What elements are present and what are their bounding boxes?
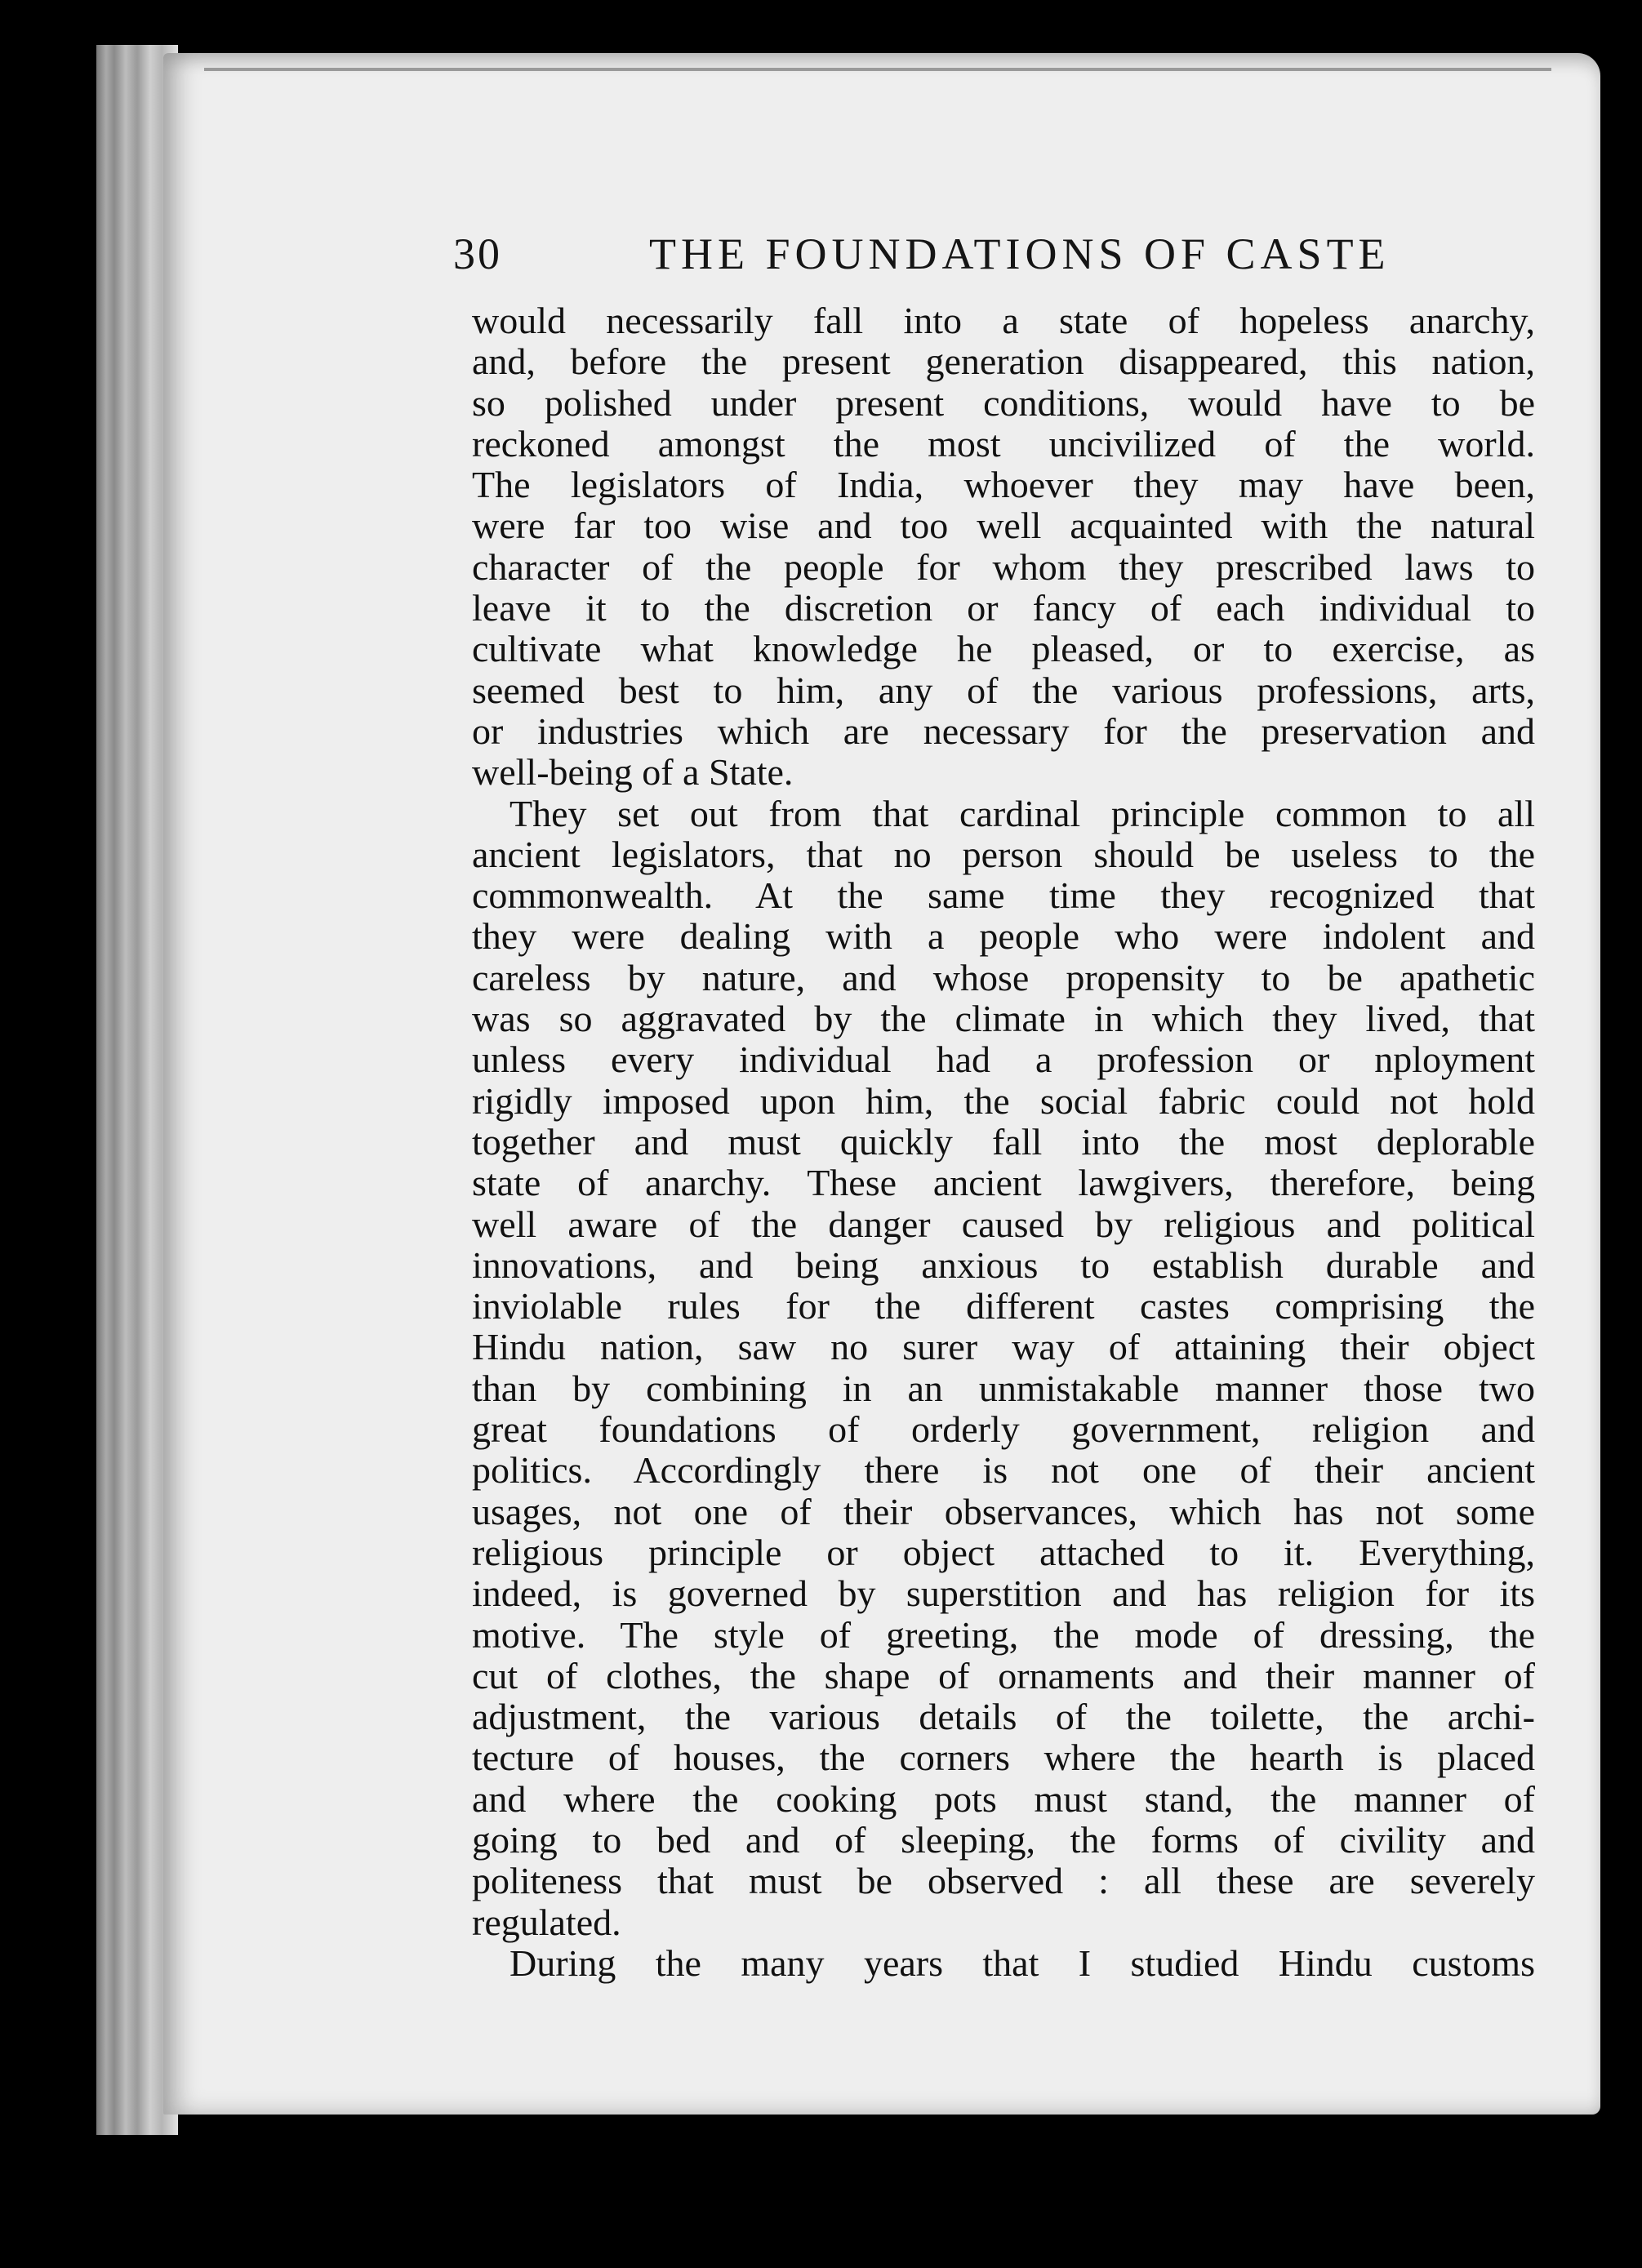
text-line: seemed best to him, any of the various professions, arts, [472,669,1535,711]
top-edge-shadow [204,68,1551,71]
body-text [472,300,1535,1984]
text-line: so polished under present conditions, would have to be [472,382,1535,424]
paragraph-end-line: well-being of a State. [472,752,794,794]
text-line: ancient legislators, that no person should be useless to the [472,834,1535,875]
paragraph-start-line: They set out from that cardinal principle common to all [510,793,1535,834]
text-line: cultivate what knowledge he pleased, or to exercise, as [472,629,1535,670]
text-line: innovations, and being anxious to establish durable and [472,1244,1535,1286]
text-line: motive. The style of greeting, the mode of dressing, the [472,1614,1535,1656]
text-line: commonwealth. At the same time they recognized that [472,875,1535,917]
text-line: going to bed and of sleeping, the forms of civility and [472,1819,1535,1861]
text-line: reckoned amongst the most uncivilized of the world. [472,423,1535,465]
text-line: than by combining in an unmistakable manner those two [472,1367,1535,1409]
book-title: THE FOUNDATIONS OF CASTE [649,229,1391,278]
text-line: leave it to the discretion or fancy of each individual to [472,588,1535,629]
text-line: religious principle or object attached to it. Everything, [472,1532,1535,1573]
text-line: were far too wise and too well acquainted with the natural [472,505,1535,547]
text-line: character of the people for whom they prescribed laws to [472,546,1535,588]
text-line: or industries which are necessary for the preservation and [472,710,1535,752]
text-line: they were dealing with a people who were indolent and [472,916,1535,958]
text-line: great foundations of orderly government, religion and [472,1409,1535,1451]
text-line: would necessarily fall into a state of hopeless anarchy, [472,300,1535,341]
text-line: unless every individual had a profession or nployment [472,1039,1535,1081]
text-line: indeed, is governed by superstition and has religion for its [472,1573,1535,1615]
text-line: and, before the present generation disappeared, this nation, [472,341,1535,383]
text-line: Hindu nation, saw no surer way of attaining their object [472,1327,1535,1368]
text-line: cut of clothes, the shape of ornaments and their manner of [472,1655,1535,1697]
text-line: well aware of the danger caused by religious and political [472,1203,1535,1245]
paragraph-start-line: During the many years that I studied Hindu customs [510,1942,1535,1984]
text-line: The legislators of India, whoever they may have been, [472,465,1535,506]
text-line: rigidly imposed upon him, the social fabric could not hold [472,1080,1535,1122]
text-line: politeness that must be observed : all these are severely [472,1861,1535,1902]
text-line: together and must quickly fall into the most deplorable [472,1121,1535,1163]
text-line: inviolable rules for the different castes comprising the [472,1286,1535,1327]
text-line: careless by nature, and whose propensity to be apathetic [472,957,1535,998]
text-line: usages, not one of their observances, which has not some [472,1491,1535,1532]
text-line: state of anarchy. These ancient lawgivers, therefore, being [472,1163,1535,1204]
text-line: adjustment, the various details of the toilette, the archi- [472,1697,1535,1738]
text-line: tecture of houses, the corners where the hearth is placed [472,1737,1535,1779]
text-line: was so aggravated by the climate in which they lived, that [472,998,1535,1040]
page-number: 30 [453,229,502,278]
paragraph-end-line: regulated. [472,1901,621,1943]
text-line: and where the cooking pots must stand, the manner of [472,1778,1535,1820]
running-head [453,229,1547,286]
text-line: politics. Accordingly there is not one of their ancient [472,1450,1535,1492]
